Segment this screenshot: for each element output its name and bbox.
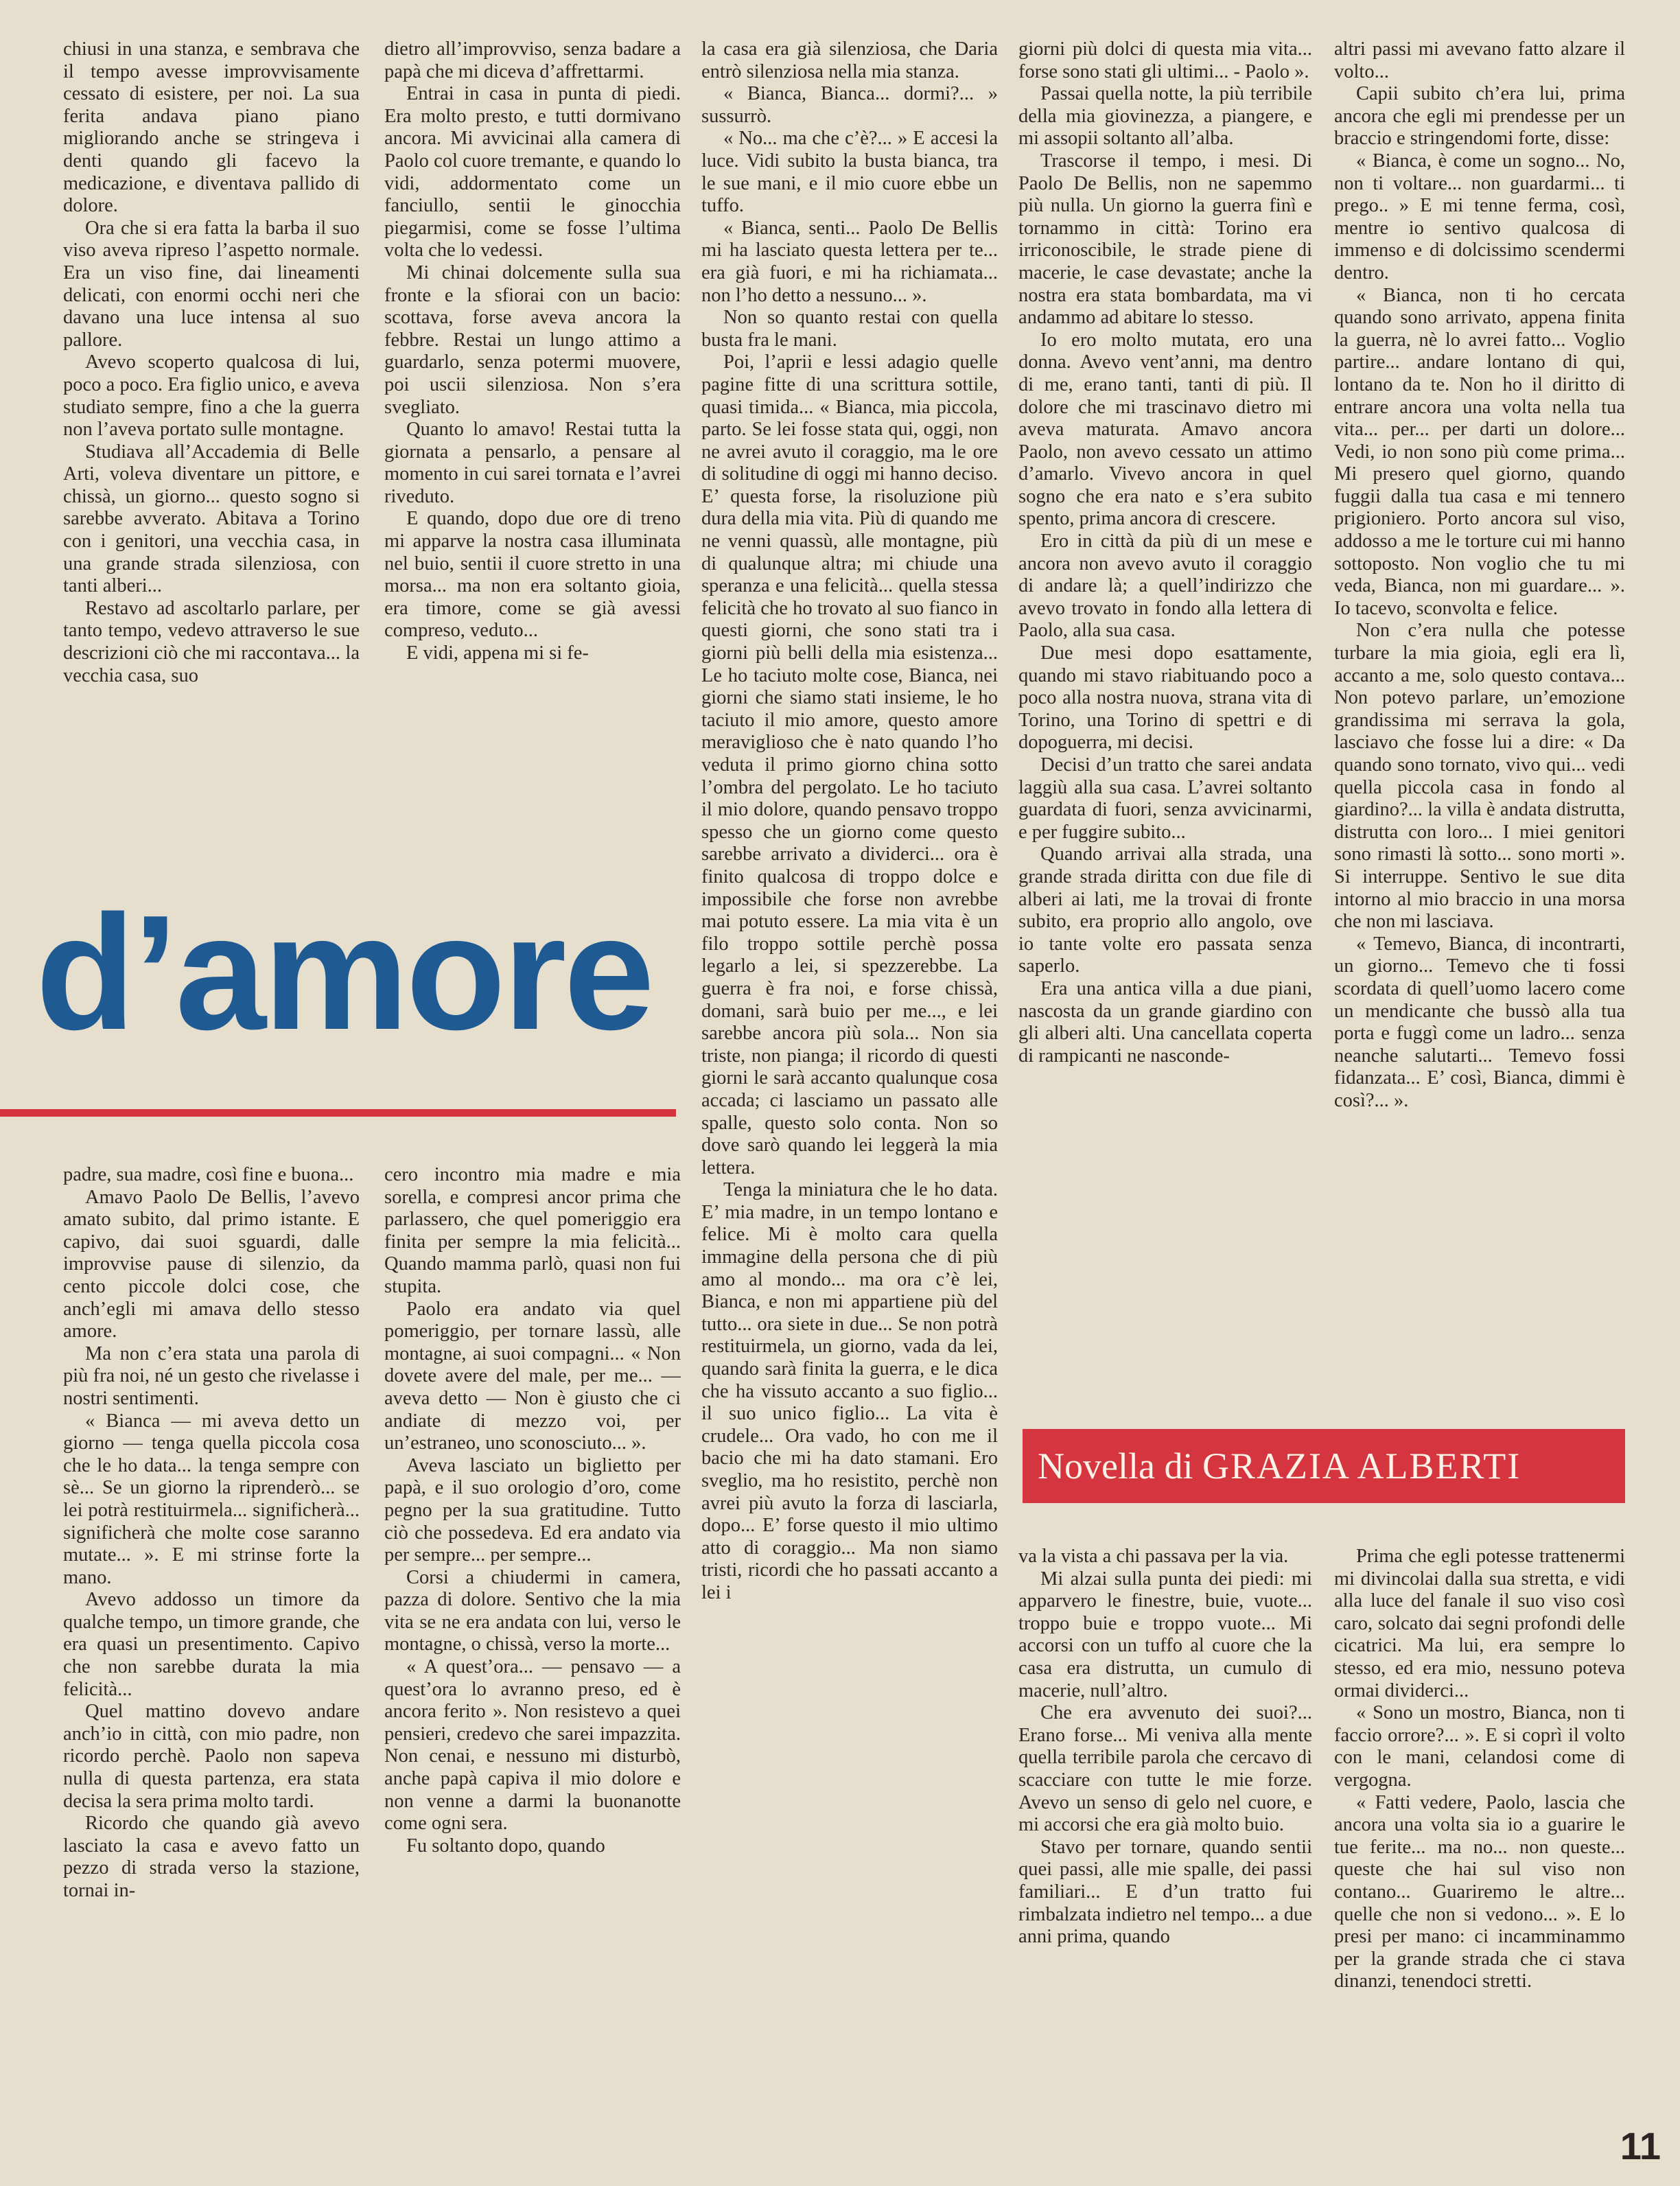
- column-5-top: [1334, 38, 1625, 1384]
- paragraph: Quando arrivai alla strada, una grande strada diritta con due file di alberi ai lati, me la trovai di fronte subito, era proprio allo angolo, ove io tante volte ero passata senza saperlo.: [1018, 844, 1312, 977]
- paragraph: « Bianca — mi aveva detto un giorno — tenga quella piccola cosa che le ho data... la tenga sempre con sè... Se un giorno la riprenderò... se lei potrà restituirmela... significherà... significherà che molte cose saranno mutate... ». E mi strinse forte la mano.: [63, 1410, 360, 1588]
- column-3: [701, 38, 998, 2104]
- paragraph: Ero in città da più di un mese e ancora non avevo avuto il coraggio di andare là; a quell’indirizzo che avevo trovato in fondo alla lettera di Paolo, alla sua casa.: [1018, 531, 1312, 642]
- paragraph: « Fatti vedere, Paolo, lascia che ancora una volta sia io a guarire le tue ferite... ma no... non queste... queste che hai sul viso non contano... Guariremo le altre... quelle che non si vedono... ». E lo presi per mano: ci incamminammo per la grande strada che ci stava dinanzi, tenendoci stretti.: [1334, 1791, 1625, 1992]
- paragraph: giorni più dolci di questa mia vita... forse sono stati gli ultimi... - Paolo ».: [1018, 38, 1312, 82]
- column-4-bottom: [1018, 1546, 1312, 2104]
- story-title: d’amore: [36, 882, 652, 1064]
- byline-prefix: Novella di: [1038, 1445, 1193, 1487]
- paragraph: Mi alzai sulla punta dei piedi: mi apparvero le finestre, buie, vuote... troppo buie e troppo vuote... Mi accorsi con un tuffo al cuore che la casa era distrutta, un cumulo di macerie, null’altro.: [1018, 1568, 1312, 1701]
- top-column-1: [63, 38, 360, 848]
- paragraph: Ma non c’era stata una parola di più fra noi, né un gesto che rivelasse i nostri sentimenti.: [63, 1342, 360, 1409]
- bottom-column-2: [384, 1164, 681, 2104]
- paragraph: Paolo era andato via quel pomeriggio, per tornare lassù, alle montagne, ai suoi compagni... « Non dovete avere del male, per me... — aveva detto — Non è giusto che ci andiate di mezzo voi, per un’estraneo, uno sconosciuto... ».: [384, 1298, 681, 1454]
- paragraph: « Bianca, non ti ho cercata quando sono arrivato, appena finita la guerra, nè lo avrei fatto... Voglio partire... andare lontano di qui, lontano da te. Non ho il diritto di entrare ancora una volta nella tua vita... per... per darti un dolore... Vedi, io non sono più come prima... Mi presero quel giorno, quando fuggii dalla tua casa e mi tennero prigioniero. Porto ancora sul viso, addosso a me le torture cui mi hanno sottoposto. Non voglio che tu mi veda, Bianca, non mi guardare... ». Io tacevo, sconvolta e felice.: [1334, 284, 1625, 619]
- paragraph: Ora che si era fatta la barba il suo viso aveva ripreso l’aspetto normale. Era un viso fine, dai lineamenti delicati, con enormi occhi neri che davano una luce intensa al suo pallore.: [63, 217, 360, 351]
- paragraph: la casa era già silenziosa, che Daria entrò silenziosa nella mia stanza.: [701, 38, 998, 82]
- paragraph: Poi, l’aprii e lessi adagio quelle pagine fitte di una scrittura sottile, quasi timida... « Bianca, mia piccola, parto. Se lei fosse stata qui, oggi, non ne avrei avuto il coraggio, ma le ore di solitudine di oggi mi hanno deciso. E’ questa forse, la risoluzione più dura della mia vita. Più di quando me ne venni quassù, alle montagne, più di qualunque altra; mi chiude una speranza e una felicità... quella stessa felicità che ho trovato al suo fianco in questi giorni, che sono stati tra i giorni più belli della mia esistenza... Le ho taciuto molte cose, Bianca, nei giorni che siamo stati insieme, le ho taciuto il mio amore, questo amore meraviglioso che è nato quando l’ho veduta il primo giorno china sotto l’ombra del pergolato. Le ho taciuto il mio dolore, quando pensavo troppo spesso che un giorno come questo sarebbe arrivato a dividerci... ora è finito qualcosa di troppo dolce e impossibile che forse non avrebbe mai potuto essere. La mia vita è un filo troppo sottile perchè possa legarlo a lei, si spezzerebbe. La guerra è fra noi, e forse chissà, domani, sarà buio per me..., e lei sarebbe ancora più sola... Non sia triste, non pianga; il ricordo di questi giorni le sarà accanto qualunque cosa accada; ci lasciamo un passato alle spalle, questo solo conta. Non so dove sarò quando lei leggerà la mia lettera.: [701, 351, 998, 1178]
- paragraph: Due mesi dopo esattamente, quando mi stavo riabituando poco a poco alla nostra nuova, strana vita di Torino, una Torino di spettri e di dopoguerra, mi decisi.: [1018, 642, 1312, 754]
- paragraph: Non c’era nulla che potesse turbare la mia gioia, egli era lì, accanto a me, solo questo contava... Non potevo parlare, un’emozione grandissima mi serrava la gola, lasciavo che fosse lui a dire: « Da quando sono tornato, vivo qui... vedi quella piccola casa in fondo al giardino?... la villa è andata distrutta, distrutta con loro... I miei genitori sono rimasti là sotto... sono morti ». Si interruppe. Sentivo le sue dita intorno al mio braccio in una morsa che non mi lasciava.: [1334, 620, 1625, 933]
- byline-banner: [1023, 1429, 1625, 1503]
- top-column-2: [384, 38, 681, 848]
- paragraph: Amavo Paolo De Bellis, l’avevo amato subito, dal primo istante. E capivo, dai suoi sguardi, dalle improvvise pause di silenzio, da cento piccole dolci cose, che anch’egli mi amava dello stesso amore.: [63, 1186, 360, 1342]
- paragraph: Passai quella notte, la più terribile della mia giovinezza, a piangere, e mi assopii soltanto all’alba.: [1018, 83, 1312, 150]
- paragraph: cero incontro mia madre e mia sorella, e compresi ancor prima che parlassero, che quel pomeriggio era finita per sempre la mia felicità... Quando mamma parlò, quasi non fui stupita.: [384, 1164, 681, 1297]
- paragraph: E vidi, appena mi si fe-: [406, 642, 589, 664]
- page-number: 11: [1620, 2124, 1661, 2167]
- paragraph: Corsi a chiudermi in camera, pazza di dolore. Sentivo che la mia vita se ne era andata con lui, verso le montagne, o chissà, verso la morte...: [384, 1566, 681, 1655]
- paragraph: Prima che egli potesse trattenermi mi divincolai dalla sua stretta, e vidi alla luce del fanale il suo viso così caro, solcato dai segni profondi delle cicatrici. Ma lui, era sempre lo stesso, ed era mio, nessuno poteva ormai dividerci...: [1334, 1546, 1625, 1701]
- paragraph: Trascorse il tempo, i mesi. Di Paolo De Bellis, non ne sapemmo più nulla. Un giorno la guerra finì e tornammo in città: Torino era irriconoscibile, le strade piene di macerie, le case devastate; anche la nostra era stata bombardata, ma vi andammo ad abitare lo stesso.: [1018, 150, 1312, 329]
- paragraph: dietro all’improvviso, senza badare a papà che mi diceva d’affrettarmi.: [384, 38, 681, 82]
- paragraph: Io ero molto mutata, ero una donna. Avevo vent’anni, ma dentro di me, erano tanti, tanti di più. Il dolore che mi trascinavo dietro mi aveva maturata. Amavo ancora Paolo, non avevo cessato un attimo d’amarlo. Vivevo ancora in quel sogno che era nato e s’era subito spento, prima ancora di crescere.: [1018, 329, 1312, 530]
- title-underline-rule: [0, 1109, 676, 1117]
- paragraph: padre, sua madre, così fine e buona...: [63, 1164, 354, 1185]
- paragraph: Aveva lasciato un biglietto per papà, e il suo orologio d’oro, come pegno per la sua gratitudine. Tutto ciò che possedeva. Ed era andato via per sempre... per sempre...: [384, 1454, 681, 1566]
- paragraph: Quel mattino dovevo andare anch’io in città, con mio padre, non ricordo perchè. Paolo non sapeva nulla di questa partenza, era stata decisa la sera prima molto tardi.: [63, 1701, 360, 1812]
- paragraph: Tenga la miniatura che le ho data. E’ mia madre, in un tempo lontano e felice. Mi è molto cara quella immagine della persona che di più amo al mondo... ma ora c’è lei, Bianca, e non mi appartiene più del tutto... ora siete in due... Se non potrà restituirmela, un giorno, vada da lei, quando sarà finita la guerra, e le dica che ha vissuto accanto a suo figlio... il suo unico figlio... La vita è crudele... Ora vado, ho con me il bacio che mi ha dato stamani. Ero sveglio, ma ho resistito, perchè non avrei più avuto la forza di lasciarla, dopo... E’ forse questo il mio ultimo atto di coraggio... Ma non siamo tristi, ricordi che ho passati accanto a lei i: [701, 1179, 998, 1603]
- paragraph: Decisi d’un tratto che sarei andata laggiù alla sua casa. L’avrei soltanto guardata di fuori, senza avvicinarmi, e per fuggire subito...: [1018, 754, 1312, 843]
- paragraph: Fu soltanto dopo, quando: [406, 1835, 605, 1857]
- paragraph: « Sono un mostro, Bianca, non ti faccio orrore?... ». E si coprì il volto con le mani, celandosi come di vergogna.: [1334, 1702, 1625, 1791]
- paragraph: va la vista a chi passava per la via.: [1018, 1546, 1289, 1567]
- paragraph: « A quest’ora... — pensavo — a quest’ora lo avranno preso, ed è ancora ferito ». Non resistevo a quei pensieri, credevo che sarei impazzita. Non cenai, e nessuno mi disturbò, anche papà capiva il mio dolore e non venne a darmi la buonanotte come ogni sera.: [384, 1656, 681, 1835]
- byline-author: GRAZIA ALBERTI: [1202, 1445, 1521, 1487]
- paragraph: altri passi mi avevano fatto alzare il volto...: [1334, 38, 1625, 82]
- paragraph: Avevo scoperto qualcosa di lui, poco a poco. Era figlio unico, e aveva studiato sempre, fino a che la guerra non l’aveva portato sulle montagne.: [63, 351, 360, 441]
- paragraph: « Bianca, è come un sogno... No, non ti voltare... non guardarmi... ti prego.. » E mi tenne ferma, così, mentre io sentivo qualcosa di immenso e di dolcissimo scendermi dentro.: [1334, 150, 1625, 283]
- bottom-column-1: [63, 1164, 360, 2104]
- paragraph: Ricordo che quando già avevo lasciato la casa e avevo fatto un pezzo di strada verso la stazione, tornai in-: [63, 1813, 360, 1901]
- paragraph: Restavo ad ascoltarlo parlare, per tanto tempo, vedevo attraverso le sue descrizioni ciò che mi raccontava... la vecchia casa, suo: [63, 597, 360, 686]
- paragraph: Che era avvenuto dei suoi?... Erano forse... Mi veniva alla mente quella terribile parola che cercavo di scacciare con tutte le mie forze. Avevo un senso di gelo nel cuore, e mi accorsi che era già molto buio.: [1018, 1702, 1312, 1836]
- paragraph: Non so quanto restai con quella busta fra le mani.: [701, 307, 998, 351]
- paragraph: Avevo addosso un timore da qualche tempo, un timore grande, che era quasi un presentimento. Capivo che non sarebbe durata la mia felicità...: [63, 1589, 360, 1700]
- paragraph: Stavo per tornare, quando sentii quei passi, alle mie spalle, dei passi familiari... E d’un tratto fui rimbalzata indietro nel tempo... a due anni prima, quando: [1018, 1836, 1312, 1948]
- paragraph: Mi chinai dolcemente sulla sua fronte e la sfiorai con un bacio: scottava, forse aveva ancora la febbre. Restai un lungo attimo a guardarlo, senza potermi muovere, poi uscii silenziosa. Non s’era svegliato.: [384, 261, 681, 418]
- paragraph: Entrai in casa in punta di piedi. Era molto presto, e tutti dormivano ancora. Mi avvicinai alla camera di Paolo col cuore tremante, e quando lo vidi, addormentato come un fanciullo, sentii le ginocchia piegarmisi, come se fosse l’ultima volta che lo vedessi.: [384, 83, 681, 261]
- paragraph: Capii subito ch’era lui, prima ancora che egli mi prendesse per un braccio e stringendomi forte, disse:: [1334, 83, 1625, 150]
- paragraph: « Bianca, Bianca... dormi?... » sussurrò.: [701, 83, 998, 127]
- paragraph: « Bianca, senti... Paolo De Bellis mi ha lasciato questa lettera per te... era già fuori, e mi ha richiamata... non l’ho detto a nessuno... ».: [701, 217, 998, 306]
- paragraph: Studiava all’Accademia di Belle Arti, voleva diventare un pittore, e chissà, un giorno... questo sogno si sarebbe avverato. Abitava a Torino con i genitori, una vecchia casa, in una grande strada silenziosa, con tanti alberi...: [63, 441, 360, 597]
- column-5-bottom: [1334, 1546, 1625, 2104]
- paragraph: chiusi in una stanza, e sembrava che il tempo avesse improvvisamente cessato di esistere, per noi. La sua ferita andava piano piano migliorando anche se stringeva i denti quando gli facevo la medicazione, e diventava pallido di dolore.: [63, 38, 360, 217]
- paragraph: Quanto lo amavo! Restai tutta la giornata a pensarlo, a pensare al momento in cui sarei tornata e l’avrei riveduto.: [384, 419, 681, 507]
- paragraph: E quando, dopo due ore di treno mi apparve la nostra casa illuminata nel buio, sentii il cuore stretto in una morsa... ma non era soltanto gioia, era timore, come se già avessi compreso, veduto...: [384, 508, 681, 642]
- paragraph: « Temevo, Bianca, di incontrarti, un giorno... Temevo che ti fossi scordata di quell’uomo lacero come un mendicante che bussò alla tua porta e fuggì come un ladro... senza neanche salutarti... Temevo fossi fidanzata... E’ così, Bianca, dimmi è così?... ».: [1334, 933, 1625, 1111]
- paragraph: « No... ma che c’è?... » E accesi la luce. Vidi subito la busta bianca, tra le sue mani, e il mio cuore ebbe un tuffo.: [701, 128, 998, 217]
- paragraph: Era una antica villa a due piani, nascosta da un grande giardino con gli alberi alti. Una cancellata coperta di rampicanti ne nasconde-: [1018, 977, 1312, 1067]
- column-4-top: [1018, 38, 1312, 1384]
